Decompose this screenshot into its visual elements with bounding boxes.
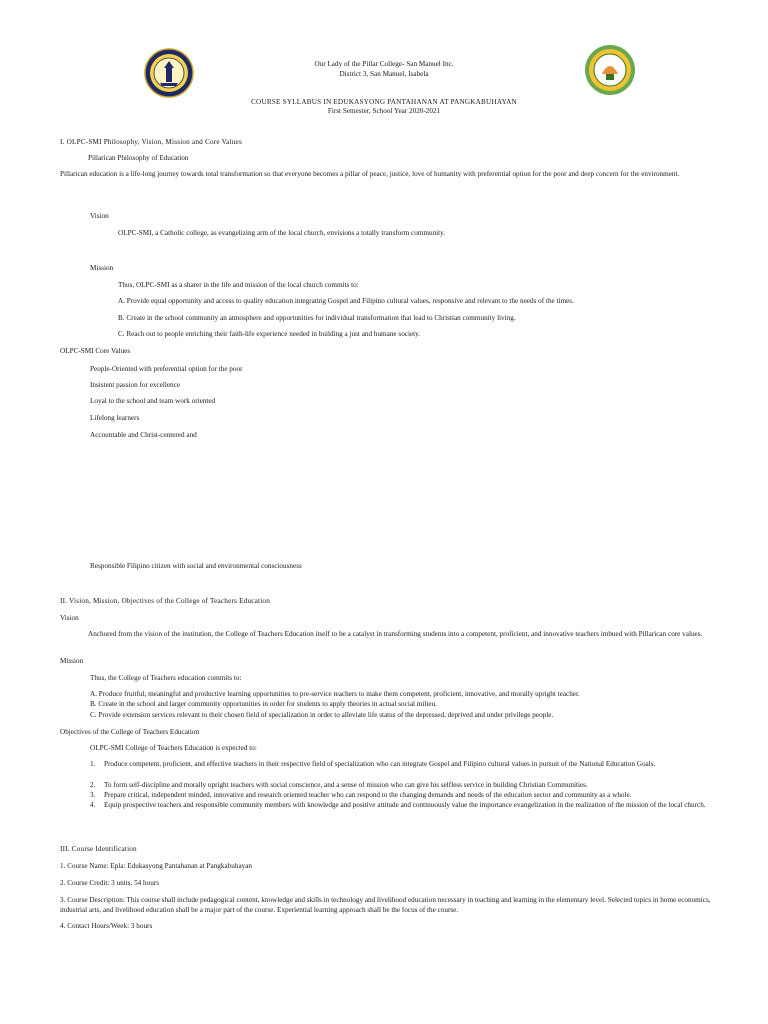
core-value-item: Loyal to the school and team work oriented — [90, 397, 216, 405]
core-value-item: Accountable and Christ-centered and — [90, 431, 197, 439]
core-value-item: Insistent passion for excellence — [90, 381, 181, 389]
college-name: Our Lady of the Pillar College- San Manuel Inc. — [314, 60, 454, 68]
core-value-last: Responsible Filipino citizen with social and environmental consciousness — [90, 562, 302, 570]
philosophy-text: Pillarican education is a life-long journey towards total transformation so that everyone becomes a pillar of peace, justice, love of humanity with preferential option for the poor and deep concern for the environment. — [60, 170, 680, 178]
cte-mission-item-c: C. Provide extension services relevant to their chosen field of specialization in order to alleviate life status of the depressed, deprived and under privilege people. — [90, 711, 554, 719]
objective-number: 3. — [90, 791, 96, 799]
objective-text: Prepare critical, independent minded, innovative and research oriented teacher who can respond to the changing demands and needs of the education sector and community as a whole. — [104, 791, 632, 799]
core-values-label: OLPC-SMI Core Values — [60, 347, 131, 355]
core-value-item: Lifelong learners — [90, 414, 140, 422]
contact-hours: 4. Contact Hours/Week: 3 hours — [60, 922, 153, 930]
semester-line: First Semester, School Year 2020-2021 — [327, 107, 441, 115]
objectives-intro: OLPC-SMI College of Teachers Education is expected to: — [90, 744, 257, 752]
course-name: 1. Course Name: Epla: Edukasyong Pantahanan at Pangkabuhayan — [60, 862, 253, 870]
course-description: 3. Course Description: This course shall include pedagogical content, knowledge and skills in technology and livelihood education necessary in teaching and learning in the elementary level. Selected topics in home economics, industrial arts, and livelihood education shall be a major part of the course. Experiential learning approach shall be the focus of the course. — [60, 896, 711, 914]
section-2-heading: II. Vision, Mission, Objectives of the College of Teachers Education — [60, 597, 271, 605]
section-3-heading: III. Course Identification — [60, 845, 137, 853]
college-address: District 3, San Manuel, Isabela — [339, 70, 429, 78]
course-credit: 2. Course Credit: 3 units, 54 hours — [60, 879, 160, 887]
cte-vision-text: Anchored from the vision of the institution, the College of Teachers Education itself to be a catalyst in transforming students into a competent, proficient, and innovative teachers imbued with Pillarican core values. — [88, 630, 703, 638]
philosophy-title: Pillarican Philosophy of Education — [88, 154, 189, 162]
core-value-item: People-Oriented with preferential option for the poor — [90, 365, 243, 373]
mission-item-c: C. Reach out to people enriching their faith-life experience needed in building a just and humane society. — [118, 330, 421, 338]
objective-number: 2. — [90, 781, 96, 789]
vision-text: OLPC-SMI, a Catholic college, as evangelizing arm of the local church, envisions a totally transform community. — [118, 229, 446, 237]
mission-intro: Thus, OLPC-SMI as a sharer in the life and mission of the local church commits to: — [118, 281, 359, 289]
mission-item-b: B. Create in the school community an atmosphere and opportunities for individual transformation that lead to Christian community living. — [118, 314, 516, 322]
objective-text: To form self-discipline and morally upright teachers with social conscience, and a sense of mission who can give his selfless service in building Christian Communities. — [104, 781, 588, 789]
cte-vision-label: Vision — [60, 614, 79, 622]
section-1-heading: I. OLPC-SMI Philosophy, Vision, Mission and Core Values — [60, 138, 242, 146]
vision-label: Vision — [90, 212, 109, 220]
objective-number: 4. — [90, 801, 96, 809]
cte-mission-intro: Thus, the College of Teachers education commits to: — [90, 674, 242, 682]
cte-mission-label: Mission — [60, 657, 84, 665]
objective-number: 1. — [90, 760, 96, 768]
syllabus-title: COURSE SYLLABUS IN EDUKASYONG PANTAHANAN AT PANGKABUHAYAN — [251, 98, 517, 106]
mission-label: Mission — [90, 264, 114, 272]
cte-mission-item-b: B. Create in the school and larger community opportunities in order for students to apply theories in actual social milieu. — [90, 700, 437, 708]
objectives-label: Objectives of the College of Teachers Education — [60, 728, 200, 736]
mission-item-a: A. Provide equal opportunity and access to quality education integrating Gospel and Filipino cultural values, responsive and relevant to the needs of the times. — [118, 297, 574, 305]
objective-text: Equip prospective teachers and responsible community members with knowledge and positive attitude and continuously value the importance evangelization in the realization of the mission of the local church. — [104, 801, 706, 809]
objective-text: Produce competent, proficient, and effective teachers in their respective field of specialization who can integrate Gospel and Filipino cultural values in pursuit of the National Education Goals. — [104, 760, 656, 768]
cte-mission-item-a: A. Produce fruitful, meaningful and productive learning opportunities to pre-service teachers to make them competent, proficient, innovative, and morally upright teacher. — [90, 690, 580, 698]
